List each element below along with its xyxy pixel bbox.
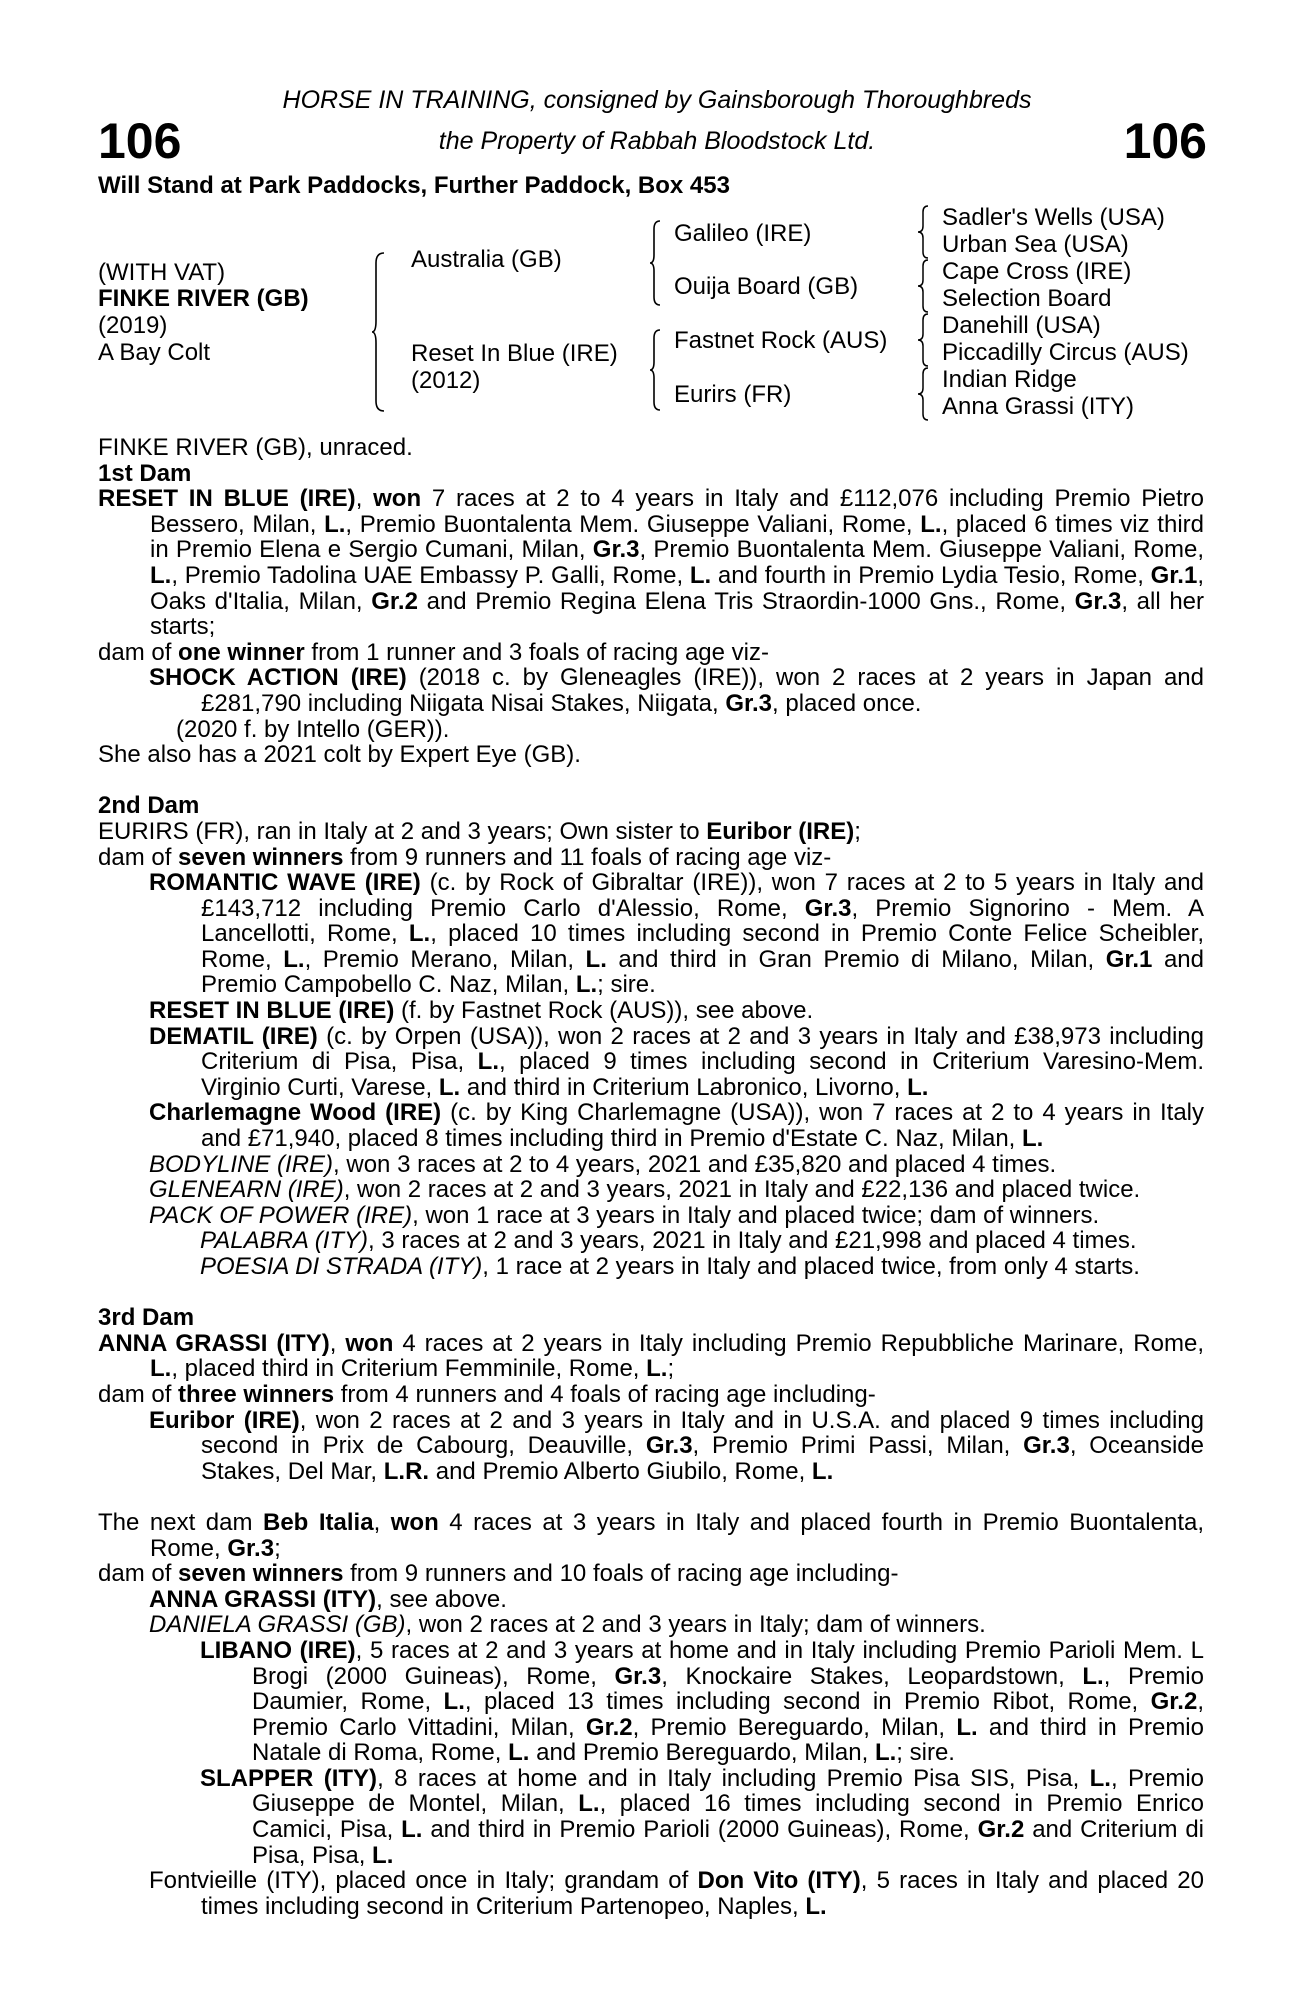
produce-shock-action: SHOCK ACTION (IRE) (2018 c. by Gleneagles (IRE)), won 2 races at 2 years in Japan and £281,790 including Niigata Nisai Stakes, Niigata, Gr.3, placed once. xyxy=(149,664,1205,717)
consignment-line: HORSE IN TRAINING, consigned by Gainsborough Thoroughbreds xyxy=(282,86,1032,114)
dam-dam: Eurirs (FR) xyxy=(674,381,792,408)
vat-note: (WITH VAT) xyxy=(98,259,226,286)
horse-name: FINKE RIVER (GB) xyxy=(98,285,309,312)
sire-dam: Ouija Board (GB) xyxy=(674,273,859,300)
sire-sire-dam: Urban Sea (USA) xyxy=(942,231,1129,258)
bracket-ds xyxy=(918,314,930,366)
third-dam-produce: dam of three winners from 4 runners and 4 foals of racing age including- xyxy=(98,1380,876,1408)
dam-sire: Fastnet Rock (AUS) xyxy=(674,327,888,354)
bracket-sire xyxy=(650,221,662,305)
intro-line: FINKE RIVER (GB), unraced. xyxy=(98,434,413,461)
produce-daniela-grassi: DANIELA GRASSI (GB), won 2 races at 2 and 3 years in Italy; dam of winners. xyxy=(149,1611,986,1639)
second-dam-record: EURIRS (FR), ran in Italy at 2 and 3 years; Own sister to Euribor (IRE); xyxy=(98,817,861,845)
lot-number-left: 106 xyxy=(98,113,182,169)
produce-palabra: PALABRA (ITY), 3 races at 2 and 3 years, 2021 in Italy and £21,998 and placed 4 times. xyxy=(200,1227,1137,1255)
dam-dam-dam: Anna Grassi (ITY) xyxy=(942,393,1135,420)
produce-poesia-di-strada: POESIA DI STRADA (ITY), 1 race at 2 years in Italy and placed twice, from only 4 starts. xyxy=(200,1253,1140,1280)
second-dam-heading: 2nd Dam xyxy=(98,792,200,820)
lot-number-right: 106 xyxy=(1123,113,1207,169)
property-line: the Property of Rabbah Bloodstock Ltd. xyxy=(438,127,876,155)
sire-dam-sire: Cape Cross (IRE) xyxy=(942,258,1132,285)
first-dam-record: RESET IN BLUE (IRE), won 7 races at 2 to 4 years in Italy and £112,076 including Premio Pietro Bessero, Milan, L., Premio Buontalenta Mem. Giuseppe Valiani, Rome, L., placed 6 times viz third in Premio Elena e Sergio Cumani, Milan, Gr.3, Premio Buontalenta Mem. Giuseppe Valiani, Rome, L., Premio Tadolina UAE Embassy P. Galli, Rome, L. and fourth in Premio Lydia Tesio, Rome, Gr.1, Oaks d'Italia, Milan, Gr.2 and Premio Regina Elena Tris Straordin-1000 Gns., Rome, Gr.3, all her starts; xyxy=(98,485,1205,641)
second-dam-produce: dam of seven winners from 9 runners and 11 foals of racing age viz- xyxy=(98,843,832,871)
bracket-dd xyxy=(918,368,930,420)
dam-dam-sire: Indian Ridge xyxy=(942,366,1077,393)
produce-charlemagne-wood: Charlemagne Wood (IRE) (c. by King Charlemagne (USA)), won 7 races at 2 to 4 years in Italy and £71,940, placed 8 times including third in Premio d'Estate C. Naz, Milan, L. xyxy=(149,1099,1205,1153)
produce-libano: LIBANO (IRE), 5 races at 2 and 3 years at home and in Italy including Premio Parioli Mem. L Brogi (2000 Guineas), Rome, Gr.3, Knockaire Stakes, Leopardstown, L., Premio Daumier, Rome, L., placed 13 times including second in Premio Ribot, Rome, Gr.2, Premio Carlo Vittadini, Milan, Gr.2, Premio Bereguardo, Milan, L. and third in Premio Natale di Roma, Rome, L. and Premio Bereguardo, Milan, L.; sire. xyxy=(200,1636,1204,1767)
bracket-ss xyxy=(918,206,930,258)
produce-fontvieille: Fontvieille (ITY), placed once in Italy; grandam of Don Vito (ITY), 5 races in Italy and placed 20 times including second in Criterium Partenopeo, Naples, L. xyxy=(149,1867,1204,1920)
third-dam-record: ANNA GRASSI (ITY), won 4 races at 2 years in Italy including Premio Repubbliche Marinare, Rome, L., placed third in Criterium Femminile, Rome, L.; xyxy=(98,1329,1204,1383)
third-dam-heading: 3rd Dam xyxy=(98,1304,195,1332)
sire: Australia (GB) xyxy=(411,246,562,273)
horse-description: A Bay Colt xyxy=(98,339,211,366)
sire-dam-dam: Selection Board xyxy=(942,285,1112,312)
produce-2021-colt: She also has a 2021 colt by Expert Eye (GB). xyxy=(98,741,581,769)
catalogue-body xyxy=(98,435,1204,1919)
first-dam-produce: dam of one winner from 1 runner and 3 foals of racing age viz- xyxy=(98,638,769,666)
bracket-sd xyxy=(918,260,930,312)
sire-sire-sire: Sadler's Wells (USA) xyxy=(942,204,1165,231)
next-dam-record: The next dam Beb Italia, won 4 races at 3 years in Italy and placed fourth in Premio Buontalenta, Rome, Gr.3; xyxy=(98,1508,1205,1562)
produce-euribor: Euribor (IRE), won 2 races at 2 and 3 years in Italy and in U.S.A. and placed 9 times including second in Prix de Cabourg, Deauville, Gr.3, Premio Primi Passi, Milan, Gr.3, Oceanside Stakes, Del Mar, L.R. and Premio Alberto Giubilo, Rome, L. xyxy=(149,1406,1205,1485)
produce-slapper: SLAPPER (ITY), 8 races at home and in Italy including Premio Pisa SIS, Pisa, L., Premio Giuseppe de Montel, Milan, L., placed 16 times including second in Premio Enrico Camici, Pisa, L. and third in Premio Parioli (2000 Guineas), Rome, Gr.2 and Criterium di Pisa, Pisa, L. xyxy=(200,1764,1205,1869)
produce-2020-filly: (2020 f. by Intello (GER)). xyxy=(176,715,450,743)
dam-sire-dam: Piccadilly Circus (AUS) xyxy=(942,339,1189,366)
produce-bodyline: BODYLINE (IRE), won 3 races at 2 to 4 years, 2021 and £35,820 and placed 4 times. xyxy=(149,1150,1057,1178)
produce-dematil: DEMATIL (IRE) (c. by Orpen (USA)), won 2 races at 2 and 3 years in Italy and £38,973 including Criterium di Pisa, Pisa, L., placed 9 times including second in Criterium Varesino-Mem. Virginio Curti, Varese, L. and third in Criterium Labronico, Livorno, L. xyxy=(149,1022,1204,1101)
sire-sire: Galileo (IRE) xyxy=(674,220,812,247)
first-dam-heading: 1st Dam xyxy=(98,459,192,487)
bracket-dam xyxy=(650,330,662,410)
dam: Reset In Blue (IRE) xyxy=(411,340,618,367)
produce-pack-of-power: PACK OF POWER (IRE), won 1 race at 3 years in Italy and placed twice; dam of winners. xyxy=(149,1201,1100,1229)
produce-anna-grassi: ANNA GRASSI (ITY), see above. xyxy=(149,1585,507,1613)
bracket-horse xyxy=(372,253,386,411)
produce-glenearn: GLENEARN (IRE), won 2 races at 2 and 3 years, 2021 in Italy and £22,136 and placed twice. xyxy=(149,1176,1141,1204)
dam-year: (2012) xyxy=(411,367,481,394)
produce-romantic-wave: ROMANTIC WAVE (IRE) (c. by Rock of Gibraltar (IRE)), won 7 races at 2 to 5 years in Italy and £143,712 including Premio Carlo d'Alessio, Rome, Gr.3, Premio Signorino - Mem. A Lancellotti, Rome, L., placed 10 times including second in Premio Conte Felice Scheibler, Rome, L., Premio Merano, Milan, L. and third in Gran Premio di Milano, Milan, Gr.1 and Premio Campobello C. Naz, Milan, L.; sire. xyxy=(149,869,1205,999)
produce-reset-in-blue: RESET IN BLUE (IRE) (f. by Fastnet Rock (AUS)), see above. xyxy=(149,997,814,1025)
dam-sire-sire: Danehill (USA) xyxy=(942,312,1101,339)
horse-year: (2019) xyxy=(98,312,168,339)
next-dam-produce: dam of seven winners from 9 runners and 10 foals of racing age including- xyxy=(98,1560,899,1588)
stand-location: Will Stand at Park Paddocks, Further Paddock, Box 453 xyxy=(98,172,730,199)
